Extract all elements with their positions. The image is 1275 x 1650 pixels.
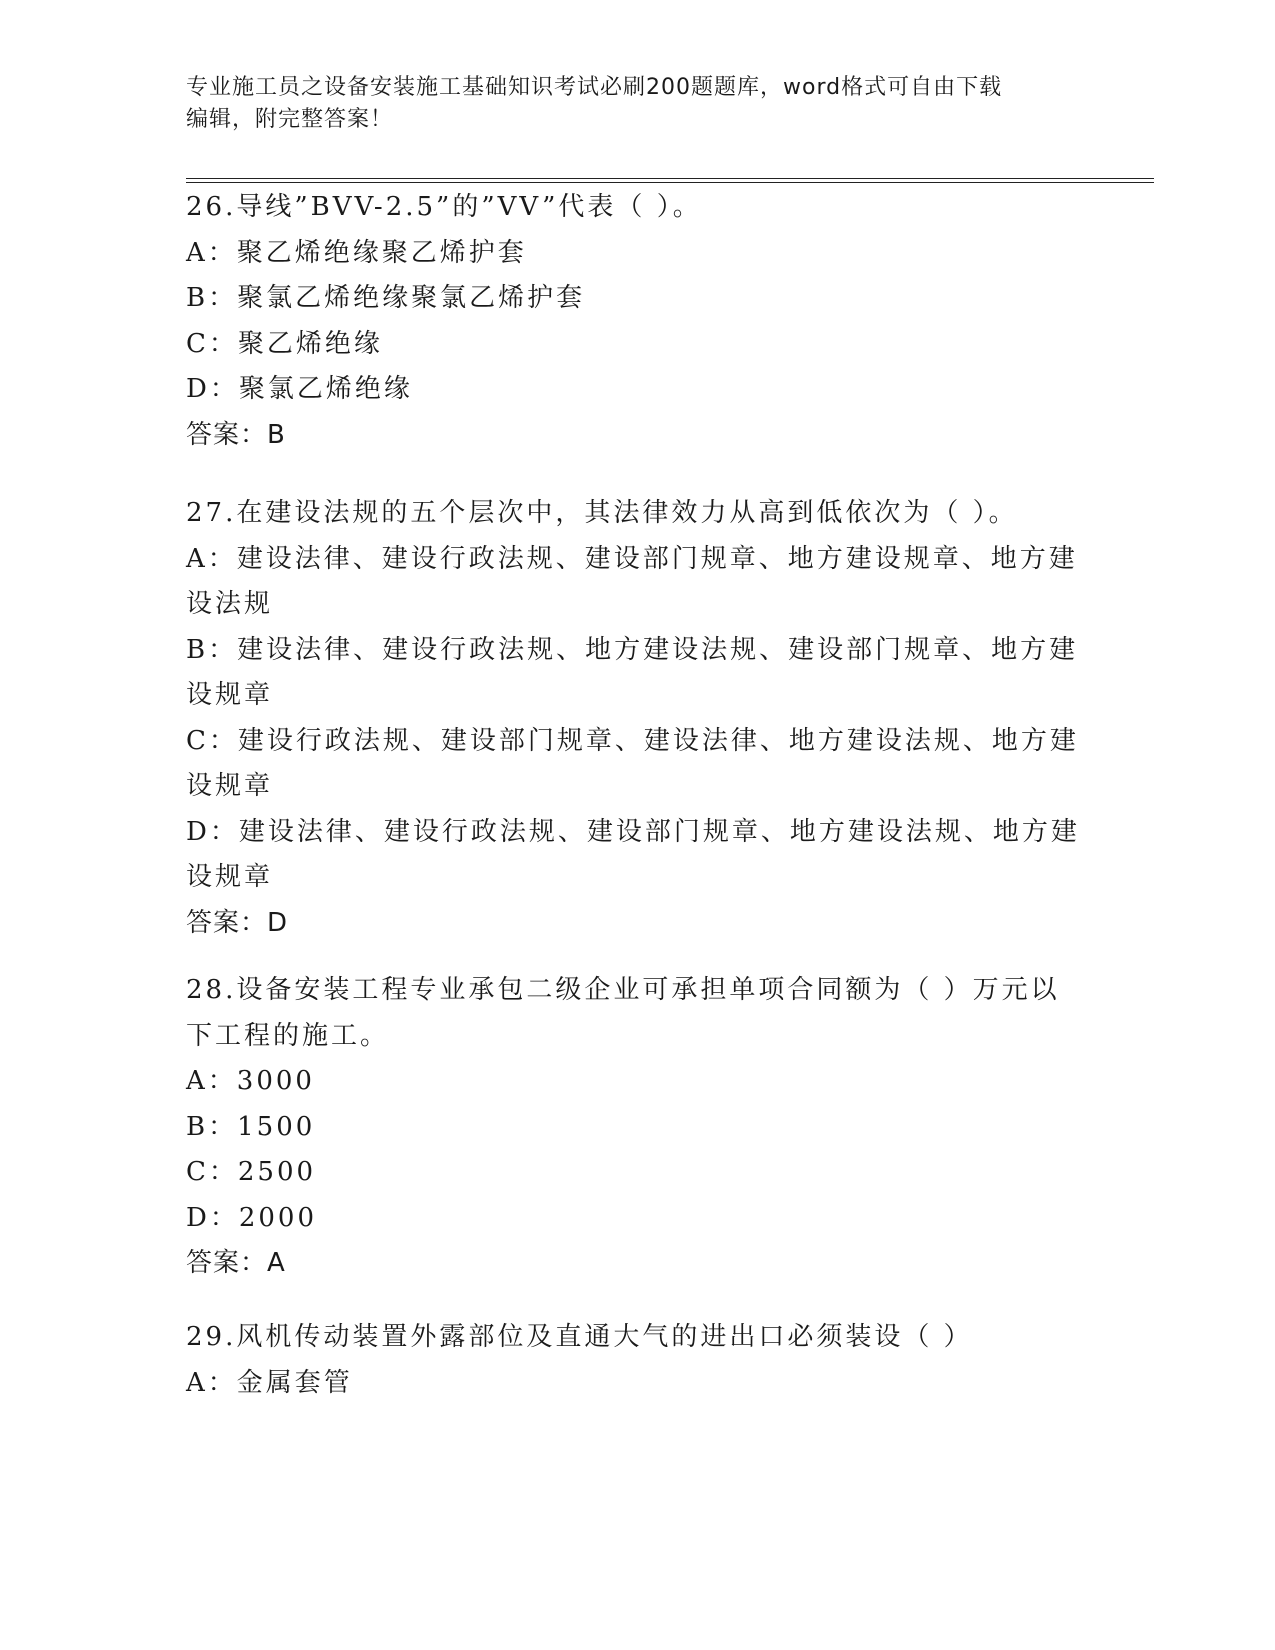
question-stem: 27.在建设法规的五个层次中，其法律效力从高到低依次为（ ）。 bbox=[186, 498, 1018, 528]
question-block bbox=[186, 1315, 1086, 1406]
answer-option: D：聚氯乙烯绝缘 bbox=[186, 374, 413, 404]
answer-option: 设规章 bbox=[186, 862, 274, 892]
answer-option: A：3000 bbox=[186, 1066, 315, 1096]
answer-option: 设规章 bbox=[186, 771, 274, 801]
question-block bbox=[186, 491, 1086, 946]
answer-key: 答案：D bbox=[186, 907, 289, 938]
answer-option: C：2500 bbox=[186, 1157, 317, 1187]
header-line-1: 专业施工员之设备安装施工基础知识考试必刷200题题库，word格式可自由下载 bbox=[186, 75, 1003, 100]
answer-option: A：金属套管 bbox=[186, 1367, 353, 1398]
header-divider-top bbox=[186, 178, 1154, 179]
question-block bbox=[186, 185, 1086, 458]
answer-key: 答案：A bbox=[186, 1248, 286, 1278]
question-stem: 29.风机传动装置外露部位及直通大气的进出口必须装设（ ） bbox=[186, 1322, 973, 1352]
answer-option: C：建设行政法规、建设部门规章、建设法律、地方建设法规、地方建 bbox=[186, 725, 1079, 756]
question-block bbox=[186, 968, 1086, 1287]
answer-option: D：2000 bbox=[186, 1202, 318, 1233]
answer-option: 设法规 bbox=[186, 589, 274, 619]
answer-option: B：1500 bbox=[186, 1111, 316, 1142]
question-stem: 28.设备安装工程专业承包二级企业可承担单项合同额为（ ）万元以 bbox=[186, 975, 1060, 1005]
answer-option: D：建设法律、建设行政法规、建设部门规章、地方建设法规、地方建 bbox=[186, 816, 1080, 847]
question-stem: 26.导线”BVV-2.5”的”VV”代表（ ）。 bbox=[186, 192, 702, 222]
document-header bbox=[186, 72, 1086, 136]
header-divider-bottom bbox=[186, 182, 1154, 183]
answer-option: A：建设法律、建设行政法规、建设部门规章、地方建设规章、地方建 bbox=[186, 543, 1078, 574]
answer-key: 答案：B bbox=[186, 419, 286, 450]
answer-option: B：建设法律、建设行政法规、地方建设法规、建设部门规章、地方建 bbox=[186, 634, 1079, 665]
answer-option: A：聚乙烯绝缘聚乙烯护套 bbox=[186, 237, 527, 268]
header-line-2: 编辑，附完整答案！ bbox=[186, 107, 394, 132]
answer-option: 设规章 bbox=[186, 680, 274, 710]
question-stem: 下工程的施工。 bbox=[186, 1020, 390, 1051]
answer-option: B：聚氯乙烯绝缘聚氯乙烯护套 bbox=[186, 283, 586, 313]
answer-option: C：聚乙烯绝缘 bbox=[186, 328, 383, 359]
